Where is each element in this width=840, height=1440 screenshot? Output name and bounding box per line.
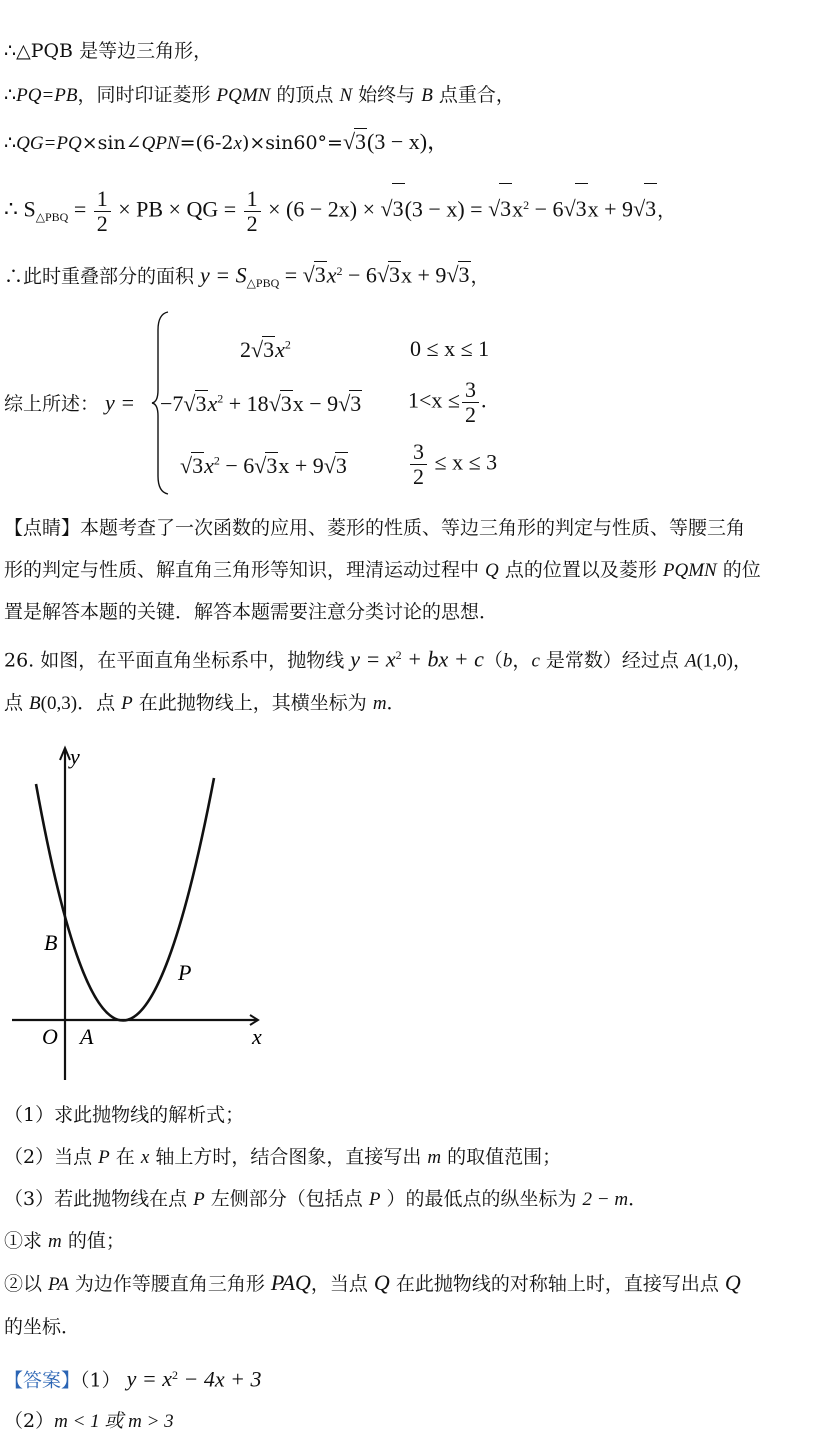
case-3-expr: $√3x^2 - 6√3x + 9√3$ — [180, 453, 347, 478]
question-26-line-1 — [4, 642, 752, 674]
text: 【点睛】本题考查了一次函数的应用、菱形的性质、等边三角形的判定与性质、等腰三角 — [4, 517, 746, 539]
text: 在此抛物线的对称轴上时，直接写出点 — [389, 1273, 725, 1295]
part-3-ii — [4, 1270, 741, 1298]
math: Q — [485, 560, 499, 581]
text: 始终与 — [352, 84, 422, 106]
math: QG=PQ — [16, 133, 82, 154]
text: ．点 — [77, 692, 122, 714]
text: （1）求此抛物线的解析式； — [4, 1104, 245, 1126]
text: ∴此时重叠部分的面积 — [4, 265, 201, 288]
math: P — [98, 1147, 110, 1168]
text: ∴△PQB 是等边三角形， — [4, 40, 213, 62]
text: =(6-2 — [179, 132, 234, 154]
math: y = x — [350, 646, 396, 672]
text: ， — [512, 649, 532, 672]
math: m < 1 或 m > 3 — [54, 1411, 174, 1432]
text: 点重合， — [432, 84, 515, 106]
text: 在此抛物线上，其横坐标为 — [132, 692, 373, 714]
math: (3 − x) = — [404, 196, 489, 222]
math: PQMN — [216, 85, 271, 106]
math: x — [326, 262, 337, 288]
fraction: $\frac{1}{2}$ — [94, 187, 111, 236]
math: A — [684, 650, 697, 672]
math: PA — [48, 1274, 69, 1295]
text: 的坐标． — [4, 1316, 81, 1338]
answer-1 — [4, 1362, 261, 1393]
text: ． — [628, 1188, 648, 1210]
text: （2）当点 — [4, 1146, 99, 1168]
case-1-expr: $2√3x^2$ — [240, 337, 291, 362]
math: ∴ S — [4, 196, 36, 222]
parabola-figure — [0, 740, 300, 1090]
text: ）的最低点的纵坐标为 — [380, 1188, 583, 1210]
math: 2 — [523, 198, 530, 212]
text: ，当点 — [310, 1273, 374, 1295]
text-line — [4, 128, 449, 157]
math: m — [48, 1231, 62, 1252]
sqrt: √3 — [381, 196, 405, 221]
text: 轴上方时，结合图象，直接写出 — [149, 1146, 428, 1168]
text: 的取值范围； — [441, 1146, 562, 1168]
comment-line-3 — [4, 599, 498, 625]
sqrt: √3 — [302, 262, 326, 288]
answer-2 — [4, 1408, 174, 1435]
math: − 6 — [529, 196, 564, 222]
sqrt: √3 — [633, 196, 657, 221]
text: 的位 — [716, 559, 761, 581]
label-point-b: B — [44, 930, 58, 955]
math: PQ=PB — [16, 85, 78, 106]
comment-line-1 — [4, 515, 745, 541]
sqrt: √3 — [376, 262, 401, 288]
text: ∴ — [4, 84, 17, 106]
text: 形的判定与性质、解直角三角形等知识，理清运动过程中 — [4, 559, 486, 581]
text: ， — [470, 265, 490, 288]
answer-tag: 【答案】 — [4, 1369, 81, 1392]
math: △PBQ — [246, 276, 280, 291]
label-x: x — [252, 1024, 262, 1049]
label-point-a: A — [80, 1024, 94, 1049]
part-3-ii-cont — [4, 1314, 80, 1340]
math: 2 — [336, 264, 343, 278]
sqrt: √3 — [488, 196, 512, 221]
math: b — [502, 650, 513, 672]
math: − 6 — [342, 262, 377, 288]
math: = — [68, 196, 92, 222]
math: m — [372, 693, 387, 714]
text: 点 — [4, 692, 30, 714]
question-26-line-2 — [4, 690, 406, 717]
math: x — [512, 196, 524, 222]
part-2 — [4, 1144, 561, 1171]
label-origin: O — [42, 1024, 58, 1049]
text-line — [4, 38, 212, 64]
sqrt: √3 — [564, 196, 588, 221]
math: × (6 − 2x) × — [262, 196, 381, 222]
math: c — [531, 650, 540, 672]
math: y = — [105, 390, 136, 415]
text: （2） — [4, 1410, 55, 1432]
math: (0,3) — [40, 693, 78, 714]
summary-label — [4, 390, 135, 417]
math: B — [29, 693, 41, 714]
math: x — [233, 133, 242, 154]
math: = — [279, 262, 303, 288]
text: )×sin60°= — [241, 132, 343, 154]
math: − 4x + 3 — [177, 1366, 262, 1392]
text-line — [4, 82, 515, 109]
math: x + 9 — [401, 262, 447, 288]
text: 在 — [109, 1146, 141, 1168]
math: PQMN — [662, 560, 717, 581]
case-3-condition: $\frac{3}{2}$ ≤ x ≤ 3 — [408, 440, 497, 489]
text: 点的位置以及菱形 — [498, 559, 663, 581]
part-3-i — [4, 1228, 125, 1255]
text: （ — [483, 649, 503, 672]
math: B — [421, 85, 433, 106]
case-2-expr: $-7√3x^2 + 18√3x - 9√3$ — [160, 391, 362, 416]
fraction: $\frac{1}{2}$ — [244, 187, 261, 236]
text: 左侧部分（包括点 — [204, 1188, 369, 1210]
text: ． — [386, 692, 406, 714]
text: 置是解答本题的关键．解答本题需要注意分类讨论的思想． — [4, 601, 499, 623]
part-3 — [4, 1186, 647, 1213]
case-1-condition: 0 ≤ x ≤ 1 — [410, 336, 490, 361]
text: 26. 如图，在平面直角坐标系中，抛物线 — [4, 649, 351, 672]
math: Q — [724, 1270, 741, 1295]
text: ，同时印证菱形 — [77, 84, 217, 106]
text: （3）若此抛物线在点 — [4, 1188, 194, 1210]
math: N — [339, 85, 353, 106]
text: 为边作等腰直角三角形 — [68, 1273, 271, 1295]
text: ×sin∠ — [81, 132, 142, 154]
math: × PB × QG = — [112, 196, 242, 222]
math: QPN — [141, 133, 180, 154]
text: ∴ — [4, 132, 17, 154]
text: 是常数）经过点 — [539, 649, 685, 672]
math: (3 − x)， — [367, 129, 450, 154]
text: 综上所述： — [4, 393, 100, 415]
math: y = x — [126, 1366, 172, 1392]
math: 2 — [171, 1368, 178, 1382]
math: x — [140, 1147, 150, 1168]
formula-line — [4, 180, 676, 242]
math: △PBQ — [35, 210, 69, 225]
math: P — [368, 1189, 381, 1210]
math: + bx + c — [401, 646, 484, 672]
text: ②以 — [4, 1273, 49, 1295]
text: 的值； — [61, 1230, 125, 1252]
math: y = S — [200, 262, 247, 288]
math: 2 − m — [582, 1189, 629, 1210]
math: P — [121, 693, 133, 714]
sqrt: √3 — [342, 129, 367, 154]
label-point-p: P — [178, 960, 192, 985]
label-y: y — [70, 744, 80, 769]
sqrt: √3 — [446, 262, 470, 288]
math: PAQ — [270, 1270, 311, 1295]
text: ， — [657, 199, 677, 222]
math: x + 9 — [587, 196, 634, 222]
part-1 — [4, 1102, 244, 1128]
comment-line-2 — [4, 557, 761, 584]
math: Q — [373, 1270, 390, 1295]
text: （1） — [80, 1369, 121, 1392]
text: 的顶点 — [270, 84, 340, 106]
formula-line — [4, 258, 490, 296]
math: m — [427, 1147, 442, 1168]
text: ①求 — [4, 1230, 49, 1252]
math: P — [193, 1189, 205, 1210]
math: (1,0)， — [696, 650, 752, 672]
case-2-condition: 1<x ≤ $\frac{3}{2}$ . — [408, 377, 487, 427]
math: 2 — [395, 648, 402, 662]
